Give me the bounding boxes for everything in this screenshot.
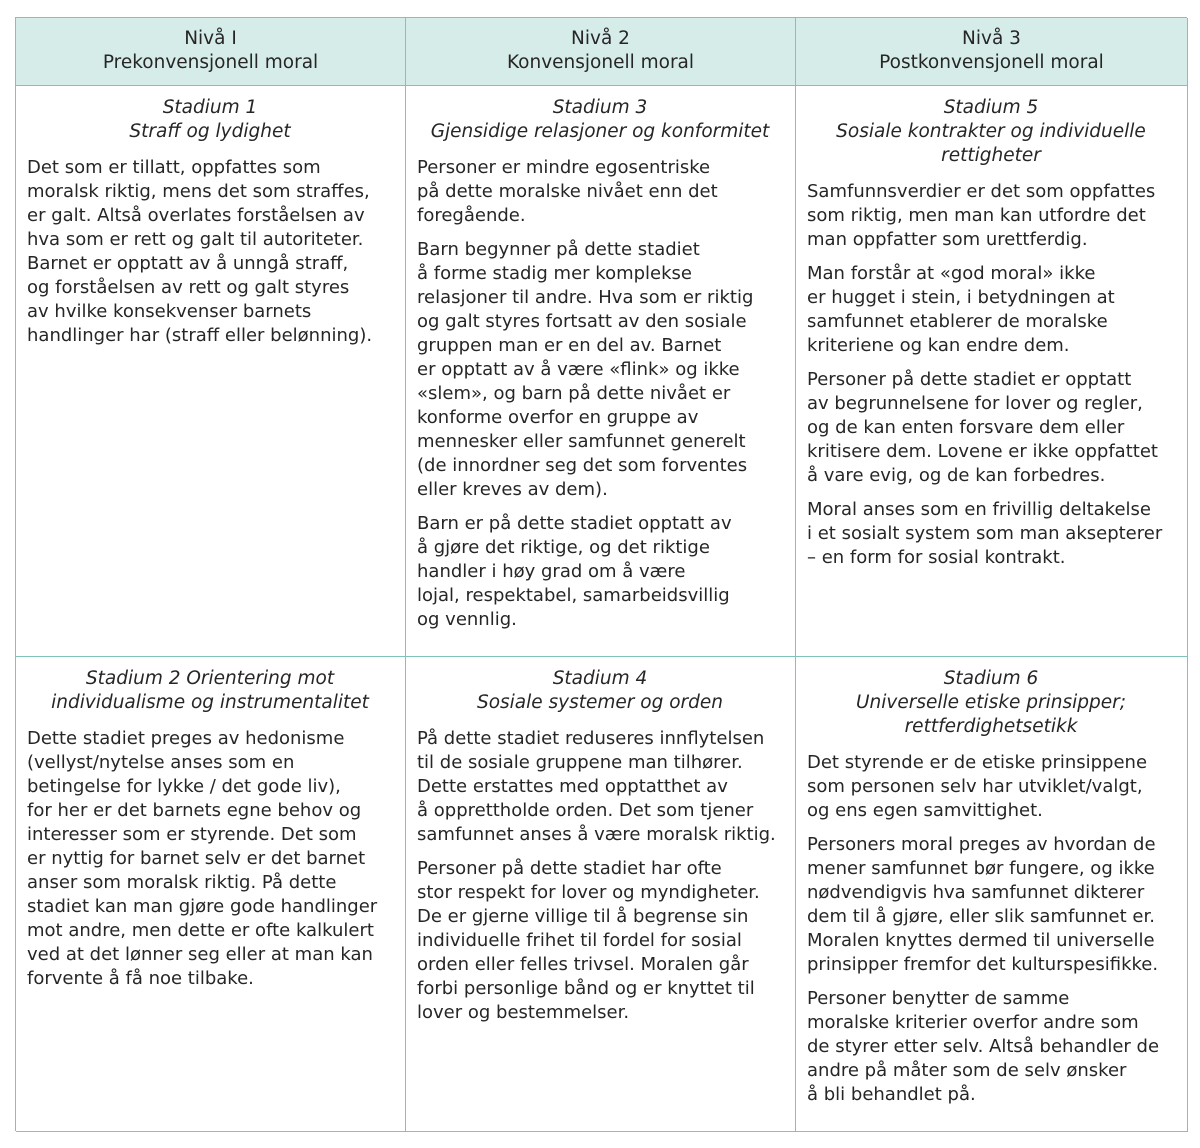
stage-paragraph: Man forstår at «god moral» ikke er hugget i stein, i betydningen at samfunnet etablerer de moralske kriteriene og kan endre dem. — [807, 263, 1115, 356]
moral-stages-table — [15, 17, 1187, 1131]
stage-title — [417, 96, 783, 144]
stage-paragraph: Det som er tillatt, oppfattes som moralsk riktig, mens det som straffes, er galt. Altså overlates forståelsen av hva som er rett og galt til autoriteter. Barnet er opptatt av å unngå straff, og forståelsen av rett og galt styres av hvilke konsekvenser barnets handlinger har (straff eller belønning). — [27, 157, 373, 346]
stage-paragraph: Personer er mindre egosentriske på dette moralske nivået enn det foregående. — [417, 157, 718, 226]
stage-title-line: Stadium 5 — [943, 97, 1039, 118]
stage-paragraph: Barn begynner på dette stadiet å forme stadig mer komplekse relasjoner til andre. Hva som er riktig og galt styres fortsatt av den sosiale gruppen man er en del av. Barnet er opptatt av å være «flink» og ikke «slem», og barn på dette nivået er konforme overfor en gruppe av mennesker eller samfunnet generelt (de innordner seg det som forventes eller kreves av dem). — [417, 239, 754, 500]
header-level-name: Prekonvensjonell moral — [102, 52, 319, 73]
stage-4-cell — [406, 657, 796, 1132]
stage-1-cell — [16, 86, 406, 657]
stage-title-line: Sosiale systemer og orden — [476, 692, 724, 713]
stage-5-cell — [796, 86, 1188, 657]
header-level-label: Nivå I — [184, 28, 237, 49]
stage-paragraph: Personer på dette stadiet er opptatt av begrunnelsene for lover og regler, og de kan enten forsvare dem eller kritisere dem. Lovene er ikke oppfattet å vare evig, og de kan forbedres. — [807, 369, 1158, 486]
stage-title-line: rettigheter — [941, 145, 1041, 166]
stage-paragraph: Det styrende er de etiske prinsippene som personen selv har utviklet/valgt, og ens egen samvittighet. — [807, 752, 1148, 821]
stage-title-line: Stadium 6 — [943, 668, 1039, 689]
stage-paragraph: Barn er på dette stadiet opptatt av å gjøre det riktige, og det riktige handler i høy grad om å være lojal, respektabel, samarbeidsvillig og vennlig. — [417, 513, 732, 630]
stage-title-line: Stadium 2 Orientering mot — [85, 668, 335, 689]
stage-title-line: Straff og lydighet — [129, 121, 291, 142]
header-level-label: Nivå 3 — [962, 28, 1021, 49]
stage-paragraph: Samfunnsverdier er det som oppfattes som riktig, men man kan utfordre det man oppfatter som urettferdig. — [807, 181, 1156, 250]
stage-paragraph: På dette stadiet reduseres innflytelsen til de sosiale gruppene man tilhører. Dette erstattes med opptatthet av å opprettholde orden. Det som tjener samfunnet anses å være moralsk riktig. — [417, 728, 776, 845]
stage-title — [27, 667, 393, 715]
stage-title — [27, 96, 393, 144]
stage-6-cell — [796, 657, 1188, 1132]
header-level-name: Postkonvensjonell moral — [879, 52, 1104, 73]
stage-3-cell — [406, 86, 796, 657]
header-level-name: Konvensjonell moral — [506, 52, 695, 73]
stage-title — [807, 667, 1175, 739]
stage-title-line: Universelle etiske prinsipper; — [856, 692, 1126, 713]
header-level-1 — [16, 18, 406, 86]
stage-title-line: Stadium 4 — [552, 668, 648, 689]
stage-title-line: Stadium 1 — [162, 97, 258, 118]
stage-title-line: rettferdighetsetikk — [904, 716, 1078, 737]
stage-title — [807, 96, 1175, 168]
stage-paragraph: Personers moral preges av hvordan de mener samfunnet bør fungere, og ikke nødvendigvis hva samfunnet dikterer dem til å gjøre, eller slik samfunnet er. Moralen knyttes dermed til universelle prinsipper fremfor det kulturspesifikke. — [807, 834, 1159, 975]
header-level-label: Nivå 2 — [571, 28, 630, 49]
stage-title — [417, 667, 783, 715]
stage-paragraph: Dette stadiet preges av hedonisme (vellyst/nytelse anses som en betingelse for lykke / det gode liv), for her er det barnets egne behov og interesser som er styrende. Det som er nyttig for barnet selv er det barnet anser som moralsk riktig. På dette stadiet kan man gjøre gode handlinger mot andre, men dette er ofte kalkulert ved at det lønner seg eller at man kan forvente å få noe tilbake. — [27, 728, 378, 989]
stage-paragraph: Personer på dette stadiet har ofte stor respekt for lover og myndigheter. De er gjerne villige til å begrense sin individuelle frihet til fordel for sosial orden eller felles trivsel. Moralen går forbi personlige bånd og er knyttet til lover og bestemmelser. — [417, 858, 760, 1023]
stage-title-line: Stadium 3 — [552, 97, 648, 118]
stage-2-cell — [16, 657, 406, 1132]
stage-title-line: Gjensidige relasjoner og konformitet — [430, 121, 770, 142]
header-level-2 — [406, 18, 796, 86]
stage-paragraph: Personer benytter de samme moralske kriterier overfor andre som de styrer etter selv. Altså behandler de andre på måter som de selv ønsker å bli behandlet på. — [807, 988, 1160, 1105]
stage-paragraph: Moral anses som en frivillig deltakelse i et sosialt system som man aksepterer – en form for sosial kontrakt. — [807, 499, 1163, 568]
stage-title-line: Sosiale kontrakter og individuelle — [836, 121, 1146, 142]
header-level-3 — [796, 18, 1188, 86]
stage-title-line: individualisme og instrumentalitet — [51, 692, 369, 713]
